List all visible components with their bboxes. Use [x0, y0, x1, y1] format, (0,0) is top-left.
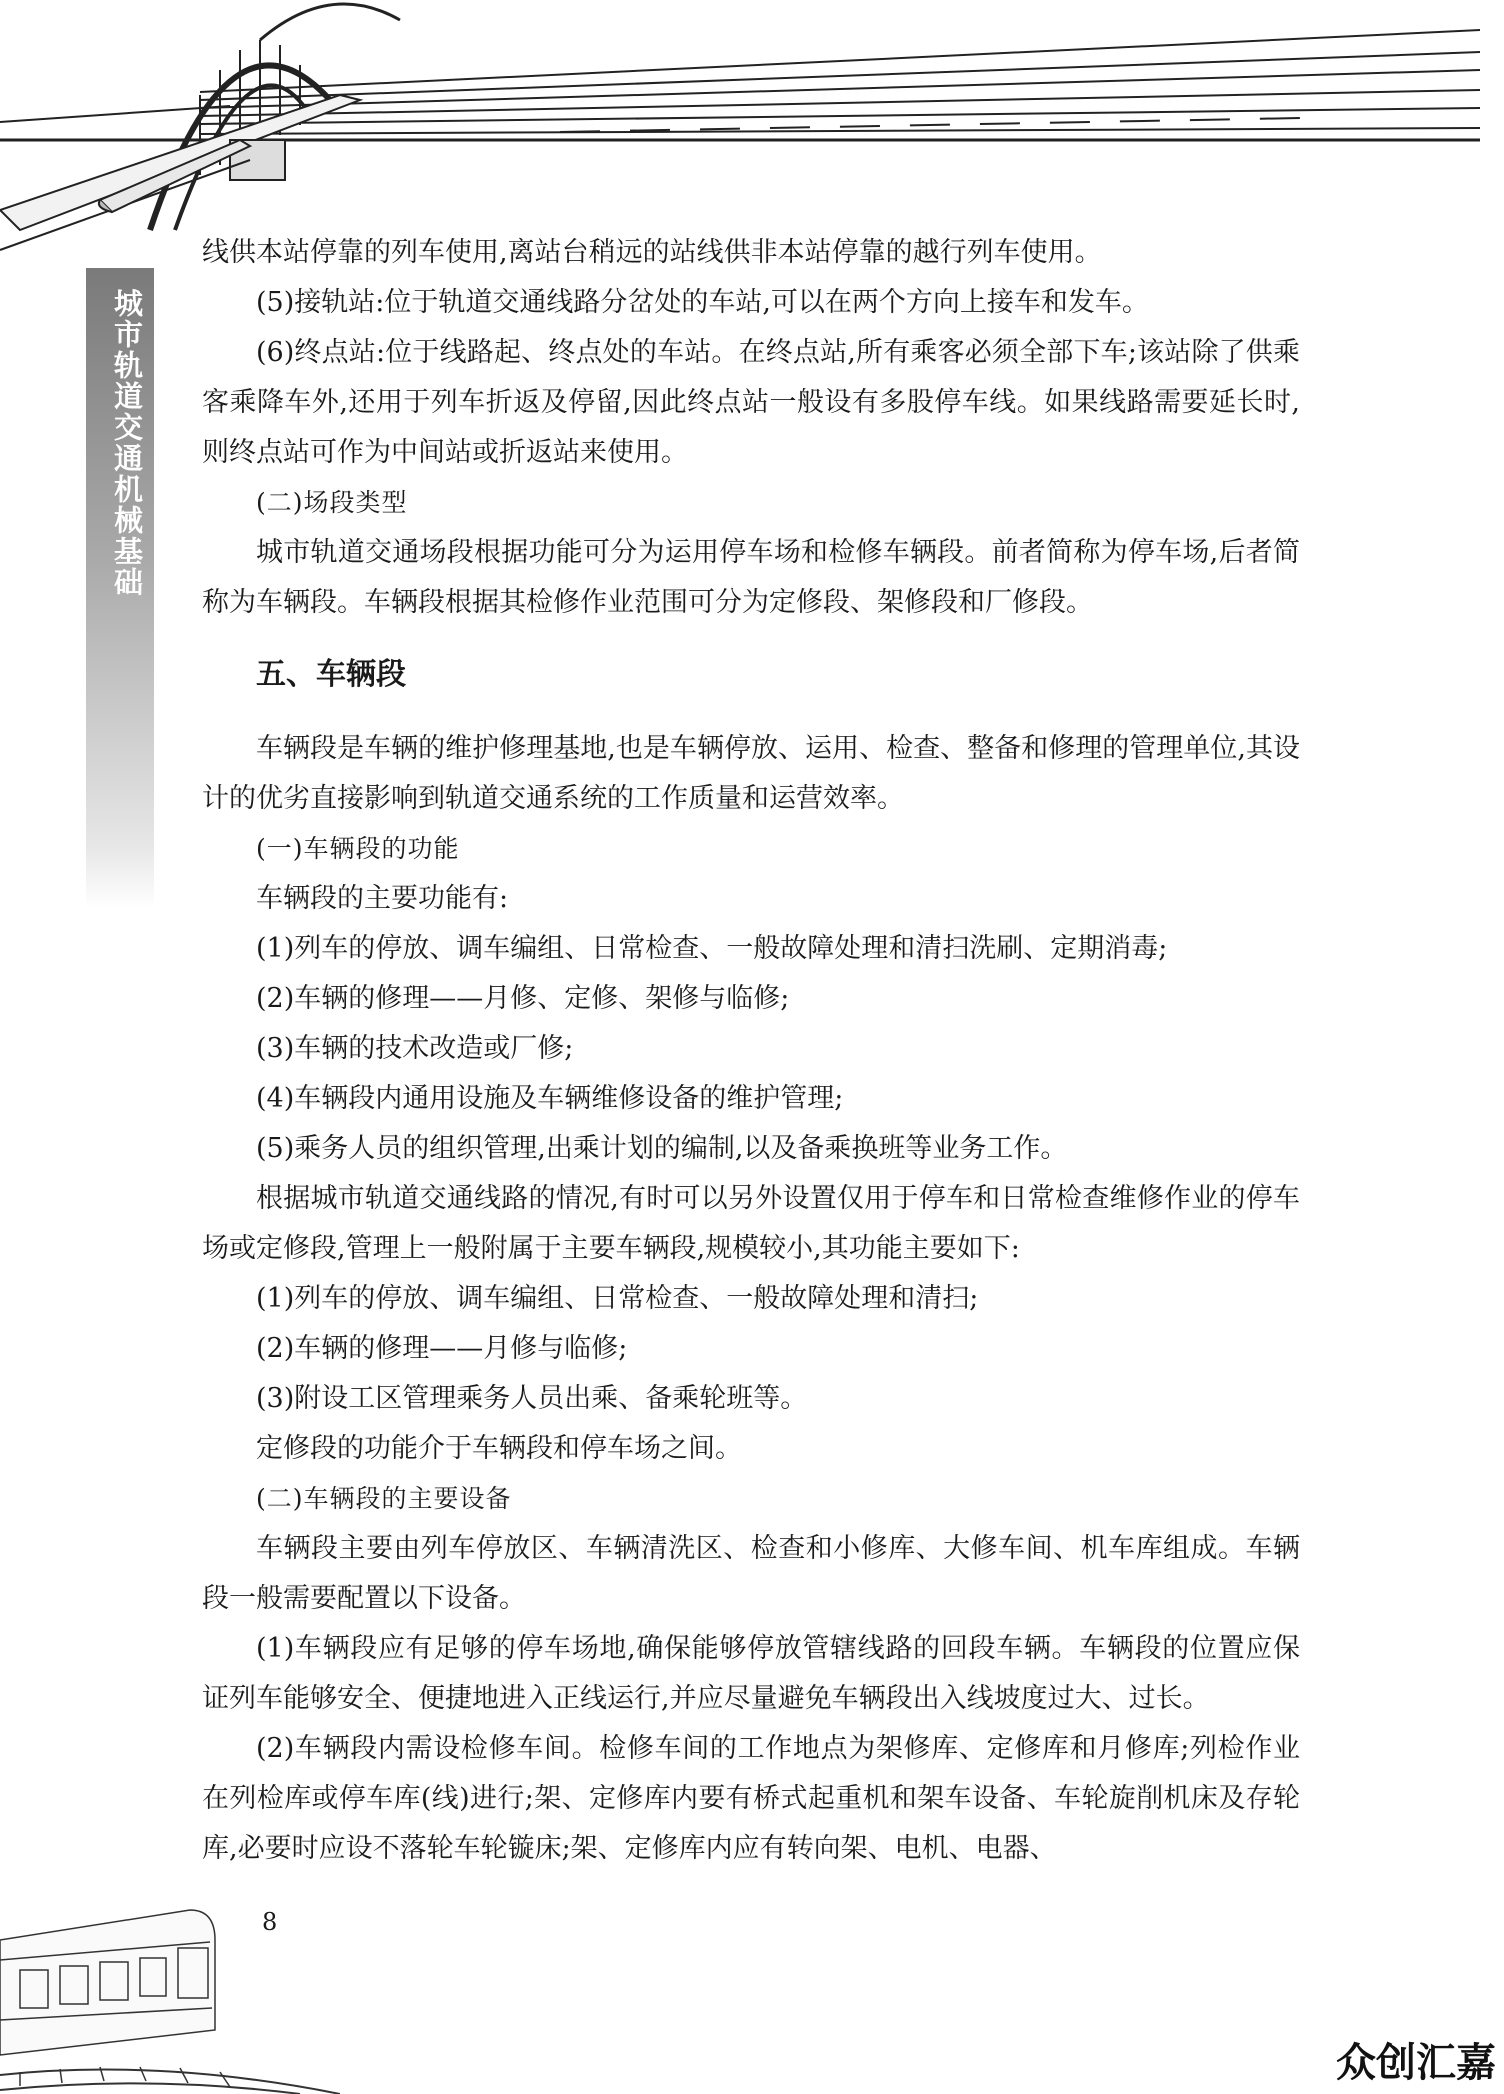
book-title-vertical: 城市轨道交通机械基础	[110, 288, 144, 598]
paragraph-equipment-intro: 车辆段主要由列车停放区、车辆清洗区、检查和小修库、大修车间、机车库组成。车辆段一般需要配置以下设备。	[202, 1533, 1300, 1614]
paragraph-transfer-station: (5)接轨站:位于轨道交通线路分岔处的车站,可以在两个方向上接车和发车。	[256, 287, 1149, 318]
paragraph-fixed-repair-depot: 定修段的功能介于车辆段和停车场之间。	[256, 1433, 742, 1464]
list-item-function-4: (4)车辆段内通用设施及车辆维修设备的维护管理;	[256, 1083, 844, 1114]
list-item-function-5: (5)乘务人员的组织管理,出乘计划的编制,以及备乘换班等业务工作。	[256, 1133, 1068, 1164]
list-item-parking-function-1: (1)列车的停放、调车编组、日常检查、一般故障处理和清扫;	[256, 1283, 979, 1314]
main-text-body	[202, 228, 1300, 1874]
watermark-logo: 众创汇嘉	[1336, 2040, 1496, 2086]
paragraph-parking-lot: 根据城市轨道交通线路的情况,有时可以另外设置仅用于停车和日常检查维修作业的停车场或定修段,管理上一般附属于主要车辆段,规模较小,其功能主要如下:	[202, 1183, 1300, 1264]
list-item-function-3: (3)车辆的技术改造或厂修;	[256, 1033, 574, 1064]
list-item-function-2: (2)车辆的修理——月修、定修、架修与临修;	[256, 983, 790, 1014]
list-item-equipment-2: (2)车辆段内需设检修车间。检修车间的工作地点为架修库、定修库和月修库;列检作业在列检库或停车库(线)进行;架、定修库内要有桥式起重机和架车设备、车轮旋削机床及存轮库,必要时应设不落轮车轮镟床;架、定修库内应有转向架、电机、电器、	[202, 1733, 1300, 1864]
list-item-parking-function-3: (3)附设工区管理乘务人员出乘、备乘轮班等。	[256, 1383, 808, 1414]
subheading-depot-functions: (一)车辆段的功能	[256, 834, 460, 863]
page-number: 8	[262, 1908, 278, 1936]
footer-train-illustration	[0, 1880, 340, 2094]
paragraph-terminal-station: (6)终点站:位于线路起、终点处的车站。在终点站,所有乘客必须全部下车;该站除了供乘客乘降车外,还用于列车折返及停留,因此终点站一般设有多股停车线。如果线路需要延长时,则终点站可作为中间站或折返站来使用。	[202, 337, 1300, 468]
paragraph-continuation: 线供本站停靠的列车使用,离站台稍远的站线供非本站停靠的越行列车使用。	[202, 237, 1102, 268]
paragraph-depot-intro: 车辆段是车辆的维护修理基地,也是车辆停放、运用、检查、整备和修理的管理单位,其设计的优劣直接影响到轨道交通系统的工作质量和运营效率。	[202, 733, 1300, 814]
subheading-main-equipment: (二)车辆段的主要设备	[256, 1484, 512, 1513]
section-heading-vehicle-depot: 五、车辆段	[256, 657, 406, 692]
paragraph-main-functions: 车辆段的主要功能有:	[256, 883, 509, 914]
list-item-equipment-1: (1)车辆段应有足够的停车场地,确保能够停放管辖线路的回段车辆。车辆段的位置应保证列车能够安全、便捷地进入正线运行,并应尽量避免车辆段出入线坡度过大、过长。	[202, 1633, 1300, 1714]
paragraph-depot-types: 城市轨道交通场段根据功能可分为运用停车场和检修车辆段。前者简称为停车场,后者简称为车辆段。车辆段根据其检修作业范围可分为定修段、架修段和厂修段。	[202, 537, 1300, 618]
list-item-function-1: (1)列车的停放、调车编组、日常检查、一般故障处理和清扫洗刷、定期消毒;	[256, 933, 1168, 964]
subheading-depot-types: (二)场段类型	[256, 488, 408, 517]
list-item-parking-function-2: (2)车辆的修理——月修与临修;	[256, 1333, 628, 1364]
